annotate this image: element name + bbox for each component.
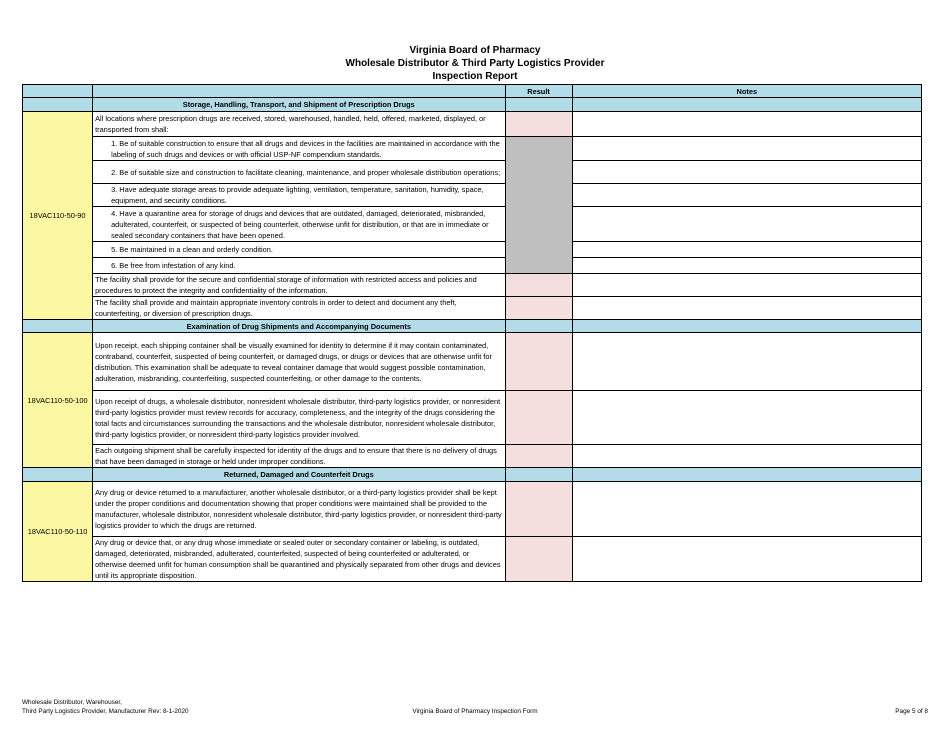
table-row (23, 137, 922, 161)
section-title: Examination of Drug Shipments and Accompanying Documents (93, 320, 505, 333)
regulation-code: 18VAC110-50-100 (23, 333, 93, 468)
notes-cell[interactable] (572, 333, 921, 391)
notes-cell[interactable] (572, 112, 921, 137)
requirement-text: Upon receipt of drugs, a wholesale distributor, nonresident wholesale distributor, third-party logistics provider, or nonresident third-party logistics provider must review records for accuracy, completeness, and the integrity of the drugs considering the total facts and circumstances surrounding the transactions and the wholesale distributor, nonresident wholesale distributor, third-party logistics provider, or nonresident third-party logistics provider involved. (93, 391, 505, 445)
requirement-text: Each outgoing shipment shall be carefully inspected for identity of the drugs and to ensure that there is no delivery of drugs that have been damaged in storage or held under improper conditions. (93, 445, 505, 468)
notes-cell[interactable] (572, 445, 921, 468)
report-title: Virginia Board of Pharmacy (409, 45, 541, 56)
notes-cell[interactable] (572, 184, 921, 207)
notes-cell[interactable] (572, 297, 921, 320)
notes-cell[interactable] (572, 274, 921, 297)
result-cell[interactable] (505, 274, 572, 297)
footer-left-line1: Wholesale Distributor, Warehouser, (22, 699, 122, 706)
section-header-row (23, 468, 922, 482)
table-row (23, 537, 922, 582)
column-header-row (23, 85, 922, 98)
requirement-text: 3. Have adequate storage areas to provide adequate lighting, ventilation, temperature, sanitation, humidity, space, equipment, and security conditions. (93, 184, 505, 207)
description-column-header (93, 85, 505, 98)
table-row (23, 161, 922, 184)
section-title: Returned, Damaged and Counterfeit Drugs (93, 468, 505, 482)
section-header-row (23, 98, 922, 112)
notes-cell[interactable] (572, 482, 921, 537)
report-subtitle: Wholesale Distributor & Third Party Logistics Provider (345, 58, 605, 69)
section-title: Storage, Handling, Transport, and Shipment of Prescription Drugs (93, 98, 505, 112)
notes-cell[interactable] (572, 242, 921, 258)
requirement-text: Any drug or device returned to a manufacturer, another wholesale distributor, or a third-party logistics provider shall be kept under the proper conditions and documentation showing that proper conditions were maintained shall be provided to the manufacturer, wholesale distributor, nonresident wholesale distributor, third-party logistics provider, or nonresident third-party logistics provider to which the drugs are returned. (93, 482, 505, 537)
result-column-header: Result (505, 85, 572, 98)
result-cell[interactable] (505, 391, 572, 445)
notes-cell[interactable] (572, 391, 921, 445)
table-row (23, 207, 922, 242)
requirement-text: 1. Be of suitable construction to ensure that all drugs and devices in the facilities are maintained in accordance with the labeling of such drugs and devices or with official USP-NF compendium standards. (93, 137, 505, 161)
table-row (23, 242, 922, 258)
requirement-text: 6. Be free from infestation of any kind. (93, 258, 505, 274)
table-row (23, 391, 922, 445)
notes-cell[interactable] (572, 258, 921, 274)
code-column-header (23, 85, 93, 98)
requirement-text: All locations where prescription drugs are received, stored, warehoused, handled, held, offered, marketed, displayed, or transported from shall: (93, 112, 505, 137)
table-row (23, 297, 922, 320)
footer-center: Virginia Board of Pharmacy Inspection Form (412, 708, 538, 715)
notes-column-header: Notes (572, 85, 921, 98)
requirement-text: 4. Have a quarantine area for storage of drugs and devices that are outdated, damaged, deteriorated, misbranded, adulterated, counterfeit, or suspected of being counterfeit, otherwise unfit for distribution, or that are in immediate or sealed secondary containers that have been opened. (93, 207, 505, 242)
regulation-code: 18VAC110-50-90 (23, 112, 93, 320)
requirement-text: The facility shall provide for the secure and confidential storage of information with restricted access and policies and procedures to protect the integrity and confidentiality of the information. (93, 274, 505, 297)
result-cell[interactable] (505, 445, 572, 468)
result-cell[interactable] (505, 112, 572, 137)
table-row (23, 445, 922, 468)
table-row (23, 184, 922, 207)
footer-left-line2: Third Party Logistics Provider, Manufacturer Rev: 8-1-2020 (22, 708, 189, 715)
page-number: Page 5 of 8 (895, 708, 928, 715)
table-row (23, 112, 922, 137)
requirement-text: 5. Be maintained in a clean and orderly condition. (93, 242, 505, 258)
requirement-text: Upon receipt, each shipping container shall be visually examined for identity to determine if it may contain contaminated, contraband, counterfeit, suspected of being counterfeit, or damaged drugs, or drugs or devices that are otherwise unfit for distribution. This examination shall be adequate to reveal container damage that would suggest possible contamination, adulteration, misbranding, counterfeiting, suspected counterfeiting, or other damage to the contents. (93, 333, 505, 391)
requirement-text: The facility shall provide and maintain appropriate inventory controls in order to detect and document any theft, counterfeiting, or diversion of prescription drugs. (93, 297, 505, 320)
result-cell[interactable] (505, 333, 572, 391)
inspection-table (22, 84, 922, 582)
section-header-row (23, 320, 922, 333)
report-type: Inspection Report (432, 71, 518, 82)
notes-cell[interactable] (572, 207, 921, 242)
result-cell[interactable] (505, 482, 572, 537)
notes-cell[interactable] (572, 161, 921, 184)
result-cell[interactable] (505, 537, 572, 582)
table-row (23, 258, 922, 274)
table-row (23, 274, 922, 297)
requirement-text: Any drug or device that, or any drug whose immediate or sealed outer or secondary container or labeling, is outdated, damaged, deteriorated, misbranded, adulterated, counterfeited, suspected of being counterfeited or adulterated, or otherwise deemed unfit for human consumption shall be quarantined and physically separated from other drugs and devices until its appropriate disposition. (93, 537, 505, 582)
result-cell-disabled (505, 137, 572, 274)
table-row (23, 333, 922, 391)
notes-cell[interactable] (572, 137, 921, 161)
requirement-text: 2. Be of suitable size and construction to facilitate cleaning, maintenance, and proper wholesale distribution operations; (93, 161, 505, 184)
result-cell[interactable] (505, 297, 572, 320)
table-row (23, 482, 922, 537)
notes-cell[interactable] (572, 537, 921, 582)
regulation-code: 18VAC110-50-110 (23, 482, 93, 582)
